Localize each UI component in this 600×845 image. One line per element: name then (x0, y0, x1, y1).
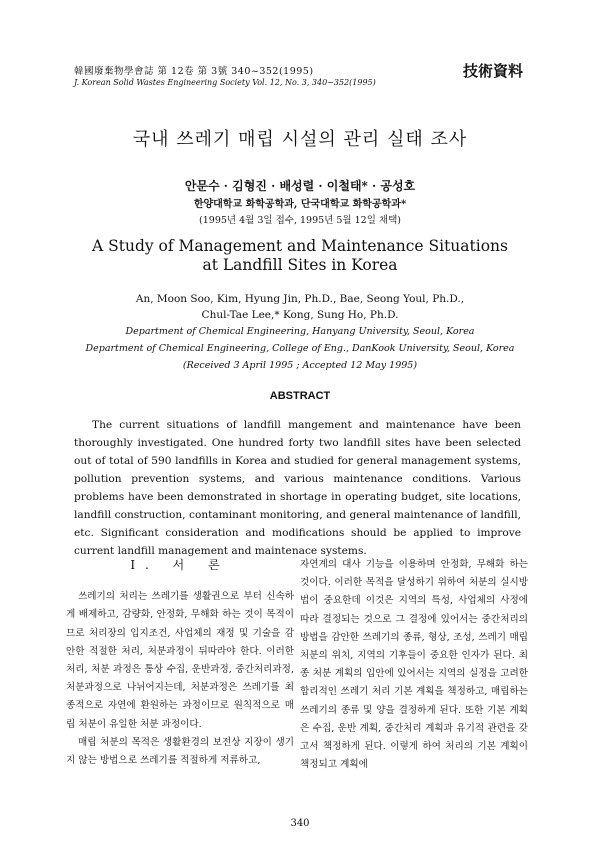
received-dates: (Received 3 April 1995 ; Accepted 12 May 1995) (182, 360, 418, 371)
authors-english (0, 291, 600, 323)
abstract-text: The current situations of landfill mangement and maintenance have been thoroughly investigated. One hundred forty two landfill sites have been selected out of total of 590 landfills in Korea and studied for general management systems, pollution prevention systems, and various maintenance conditions. Various problems have been demonstrated in shortage in operating budget, site locations, landfill construction, contaminant monitoring, and general maintenance of landfill, etc. Significant consideration and modifications should be applied to improve current landfill management and maintenace systems. (74, 419, 521, 557)
department-dankook: Department of Chemical Engineering, College of Eng., DanKook University, Seoul, Korea (85, 343, 515, 354)
authors-english-line-1: An, Moon Soo, Kim, Hyung Jin, Ph.D., Bae, Seong Youl, Ph.D., (135, 293, 465, 305)
authors-english-line-2: Chul-Tae Lee,* Kong, Sung Ho, Ph.D. (201, 309, 399, 321)
title-english-line-2: at Landfill Sites in Korea (202, 256, 398, 274)
title-english-line-1: A Study of Management and Maintenance Situations (92, 237, 508, 255)
journal-header-korean: 韓國廢棄物學會誌 第 12卷 第 3號 340~352(1995) (74, 66, 314, 77)
abstract-heading: ABSTRACT (269, 390, 331, 402)
right-paragraph: 자연계의 대사 기능을 이용하며 안정화, 무해화 하는 것이다. 이러한 목적을 달성하기 위하여 처분의 실시방법이 중요한데 이것은 지역의 특성, 사업체의 사정에 따라 결정되는 것으로 그 결정에 있어서는 중간처리의 방법을 감안한 쓰레기의 종류, 형상, 조성, 쓰레기 매립 처분의 위치, 지역의 기후들이 중요한 인자가 된다. 최종 처분 계획의 입안에 있어서는 지역의 실정을 고려한 합리적인 쓰레기 처리 기본 계획을 책정하고, 매립하는 쓰레기의 종류 및 양을 결정하게 된다. 또한 기본 계획은 수집, 운반 계획, 중간처리 계획과 유기적 관련을 갖고서 책정하게 된다. 이렇게 하여 처리의 기본 계획이 책정되고 계획에 (300, 559, 528, 771)
title-korean: 국내 쓰레기 매립 시설의 관리 실태 조사 (132, 129, 468, 150)
affiliation-korean: 한양대학교 화학공학과, 단국대학교 화학공학과* (193, 199, 407, 210)
journal-header-english: J. Korean Solid Wastes Engineering Society Vol. 12, No. 3, 340~352(1995) (74, 78, 376, 87)
section-heading: Ⅰ. 서 론 (130, 558, 230, 572)
dates-korean: (1995년 4월 3일 접수, 1995년 5월 12일 채택) (199, 215, 401, 226)
article-category: 技術資料 (463, 62, 524, 80)
left-column (66, 556, 294, 770)
authors-korean: 안문수 · 김형진 · 배성렬 · 이철태* · 공성호 (184, 179, 416, 193)
title-english (0, 237, 600, 275)
right-column (300, 556, 528, 774)
department-hanyang: Department of Chemical Engineering, Hanyang University, Seoul, Korea (125, 326, 475, 337)
left-paragraph-2: 매립 처분의 목적은 생활환경의 보전상 지장이 생기지 않는 방법으로 쓰레기를 적절하게 저류하고, (66, 736, 294, 767)
page-number: 340 (290, 818, 310, 829)
abstract-body (74, 416, 521, 560)
left-paragraph-1: 쓰레기의 처리는 쓰레기를 생활권으로 부터 신속하게 배제하고, 감량화, 안정화, 무해화 하는 것이 목적이므로 처리장의 입지조건, 사업체의 재정 및 기술을 감안한 적절한 처리, 처분과정이 뒤따라야 한다. 이러한 처리, 처분 과정은 통상 수집, 운반과정, 중간처리과정, 처분과정으로 나뉘어지는데, 처분과정은 쓰레기를 최종적으로 자연에 환원하는 과정이므로 원칙적으로 매립 처분이 유일한 처분 과정이다. (66, 591, 294, 730)
departments (0, 323, 600, 374)
